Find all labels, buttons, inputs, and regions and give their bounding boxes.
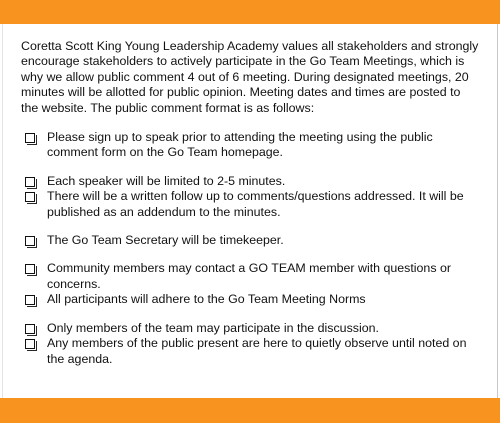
checkbox-icon bbox=[25, 339, 35, 349]
list-item bbox=[21, 336, 479, 367]
checkbox-icon bbox=[25, 236, 35, 246]
list-item bbox=[21, 321, 479, 336]
list-item-text: Each speaker will be limited to 2-5 minutes. bbox=[47, 173, 286, 188]
checkbox-icon bbox=[25, 264, 35, 274]
bottom-accent-bar bbox=[0, 398, 500, 423]
intro-paragraph: Coretta Scott King Young Leadership Academy values all stakeholders and strongly encourage stakeholders to actively participate in the Go Team Meetings, which is why we allow public comment 4 out of 6 meeting. During designated meetings, 20 minutes will be allotted for public opinion. Meeting dates and times are posted to the website. The public comment format is as follows: bbox=[21, 39, 479, 115]
list-item-text: All participants will adhere to the Go Team Meeting Norms bbox=[47, 292, 366, 307]
list-item-text: The Go Team Secretary will be timekeeper. bbox=[47, 233, 284, 248]
list-item-text: Community members may contact a GO TEAM member with questions or concerns. bbox=[47, 261, 451, 291]
list-item-text: There will be a written follow up to comments/questions addressed. It will be published as an addendum to the minutes. bbox=[47, 189, 464, 219]
checkbox-icon bbox=[25, 324, 35, 334]
public-comment-policy bbox=[21, 39, 479, 367]
list-item-text: Please sign up to speak prior to attending the meeting using the public comment form on the Go Team homepage. bbox=[47, 130, 433, 160]
list-item bbox=[21, 189, 479, 220]
top-accent-bar bbox=[0, 0, 500, 24]
checkbox-icon bbox=[25, 295, 35, 305]
list-item bbox=[21, 174, 479, 189]
checkbox-icon bbox=[25, 177, 35, 187]
list-item bbox=[21, 292, 479, 307]
list-item-text: Only members of the team may participate in the discussion. bbox=[47, 320, 379, 335]
list-item-text: Any members of the public present are here to quietly observe until noted on the agenda. bbox=[47, 336, 467, 366]
checkbox-icon bbox=[25, 192, 35, 202]
list-item bbox=[21, 233, 479, 248]
list-item bbox=[21, 261, 479, 292]
list-item bbox=[21, 130, 479, 161]
checkbox-icon bbox=[25, 133, 35, 143]
